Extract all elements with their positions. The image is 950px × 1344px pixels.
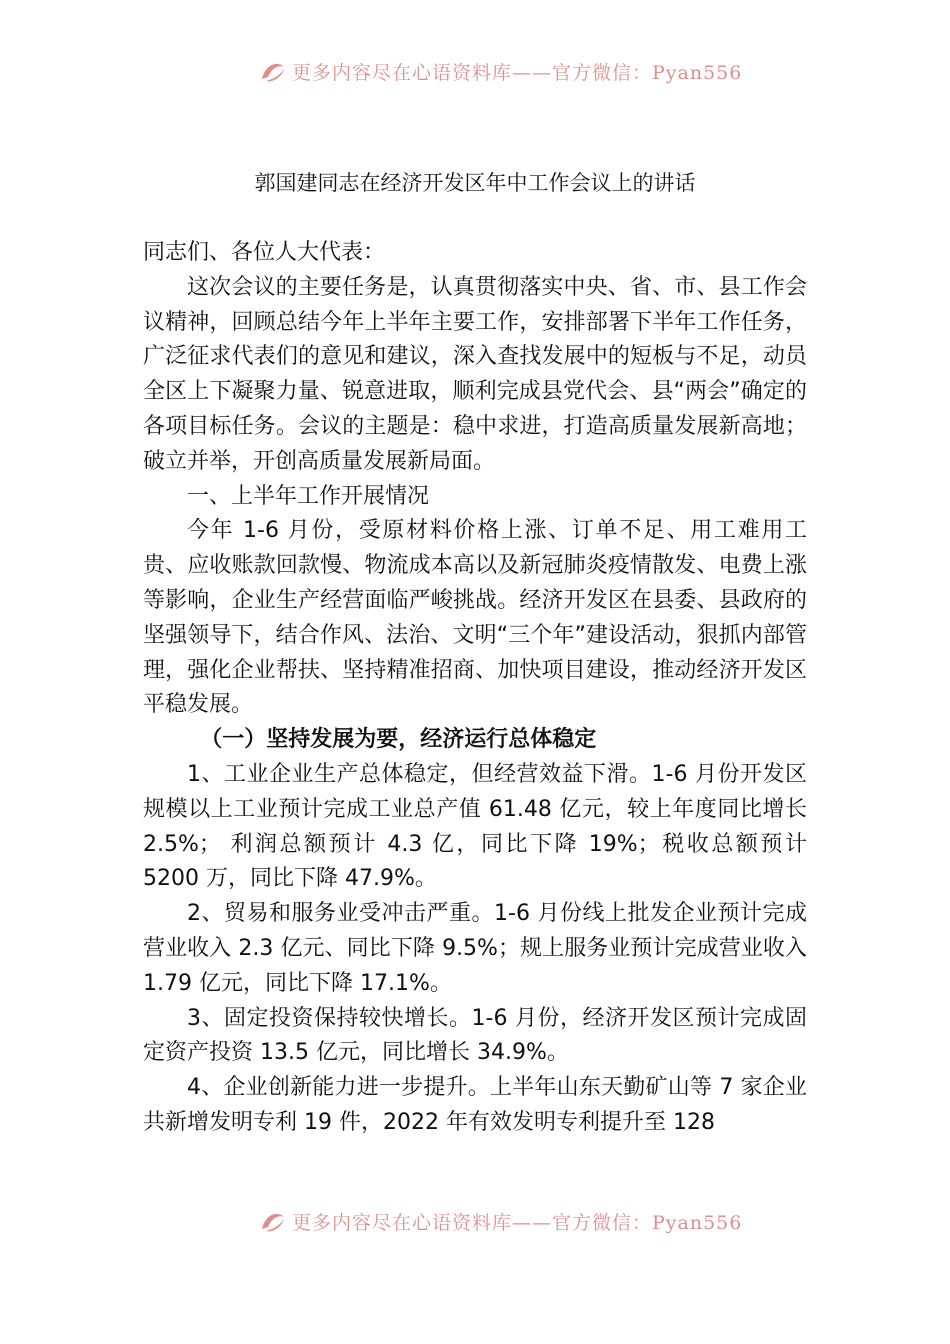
watermark-text: 更多内容尽在心语资料库——官方微信：Pyan556	[292, 61, 743, 84]
paragraph-item-4: 4、企业创新能力进一步提升。上半年山东天勤矿山等 7 家企业共新增发明专利 19 件，2022 年有效发明专利提升至 128	[143, 1075, 807, 1135]
subsection-heading: （一）坚持发展为要，经济运行总体稳定	[200, 727, 597, 753]
paragraph-item-1: 1、工业企业生产总体稳定，但经营效益下滑。1-6 月份开发区规模以上工业预计完成工业总产值 61.48 亿元，较上年度同比增长 2.5%； 利润总额预计 4.3 亿，同比下降 19%；税收总额预计 5200 万，同比下降 47.9%。	[143, 761, 807, 892]
salutation: 同志们、各位人大代表：	[143, 240, 386, 265]
section-heading: 一、上半年工作开展情况	[187, 483, 430, 509]
paragraph-item-2: 2、贸易和服务业受冲击严重。1-6 月份线上批发企业预计完成营业收入 2.3 亿元、同比下降 9.5%；规上服务业预计完成营业收入 1.79 亿元，同比下降 17.1%。	[143, 901, 807, 996]
document-title: 郭国建同志在经济开发区年中工作会议上的讲话	[254, 171, 696, 195]
footer-watermark	[258, 1206, 743, 1236]
header-watermark	[258, 56, 743, 86]
brand-logo-icon	[258, 57, 288, 85]
paragraph-intro: 这次会议的主要任务是，认真贯彻落实中央、省、市、县工作会议精神，回顾总结今年上半年主要工作，安排部署下半年工作任务，广泛征求代表们的意见和建议，深入查找发展中的短板与不足，动员全区上下凝聚力量、锐意进取，顺利完成县党代会、县“两会”确定的各项目标任务。会议的主题是：稳中求进，打造高质量发展新高地；破立并举，开创高质量发展新局面。	[143, 274, 807, 474]
paragraph-overview: 今年 1-6 月份，受原材料价格上涨、订单不足、用工难用工贵、应收账款回款慢、物流成本高以及新冠肺炎疫情散发、电费上涨等影响，企业生产经营面临严峻挑战。经济开发区在县委、县政府的坚强领导下，结合作风、法治、文明“三个年”建设活动，狠抓内部管理，强化企业帮扶、坚持精准招商、加快项目建设，推动经济开发区平稳发展。	[143, 518, 807, 718]
watermark-text: 更多内容尽在心语资料库——官方微信：Pyan556	[292, 1211, 743, 1234]
paragraph-item-3: 3、固定投资保持较快增长。1-6 月份，经济开发区预计完成固定资产投资 13.5 亿元，同比增长 34.9%。	[143, 1005, 807, 1066]
brand-logo-icon	[258, 1207, 288, 1235]
document-body	[143, 236, 807, 1141]
